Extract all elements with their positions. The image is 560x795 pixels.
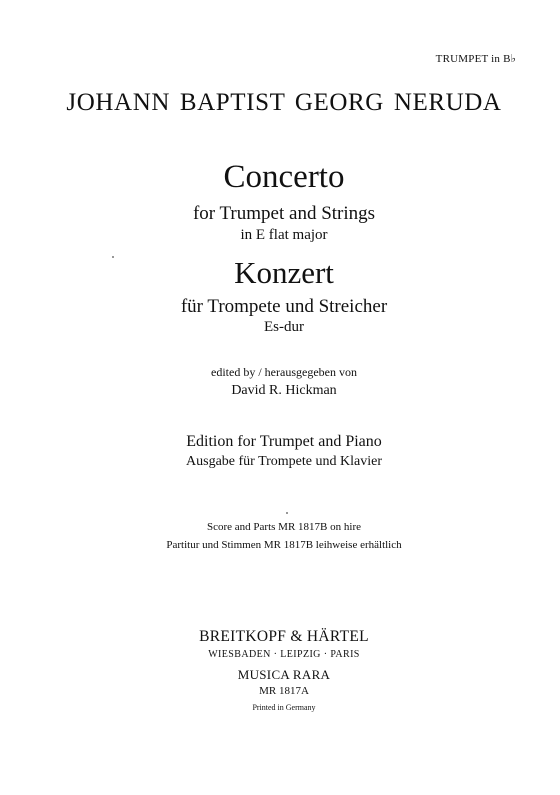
publisher-imprint: MUSICA RARA: [237, 667, 331, 682]
paper-speck: [286, 512, 288, 514]
parts-note-english: Score and Parts MR 1817B on hire: [207, 521, 361, 533]
title-english: Concerto: [223, 159, 345, 195]
printed-in-note: Printed in Germany: [252, 703, 316, 712]
edition-english: Edition for Trumpet and Piano: [186, 433, 382, 450]
edition-german: Ausgabe für Trompete und Klavier: [186, 454, 382, 469]
composer-name: JOHANN BAPTIST GEORG NERUDA: [66, 89, 502, 116]
edited-by-label: edited by / herausgegeben von: [211, 365, 357, 379]
publisher-cities: WIESBADEN · LEIPZIG · PARIS: [208, 649, 360, 660]
catalog-number: MR 1817A: [259, 685, 309, 697]
publisher-name: BREITKOPF & HÄRTEL: [199, 628, 369, 645]
parts-note-german: Partitur und Stimmen MR 1817B leihweise erhältlich: [166, 539, 402, 551]
title-german: Konzert: [234, 255, 334, 290]
key-german: Es-dur: [264, 319, 304, 335]
key-english: in E flat major: [240, 227, 328, 243]
editor-name: David R. Hickman: [231, 383, 337, 398]
subtitle-english: for Trumpet and Strings: [192, 203, 376, 224]
paper-speck: [112, 256, 114, 258]
subtitle-german: für Trompete und Streicher: [180, 296, 388, 317]
instrument-label: TRUMPET in B♭: [435, 53, 516, 65]
